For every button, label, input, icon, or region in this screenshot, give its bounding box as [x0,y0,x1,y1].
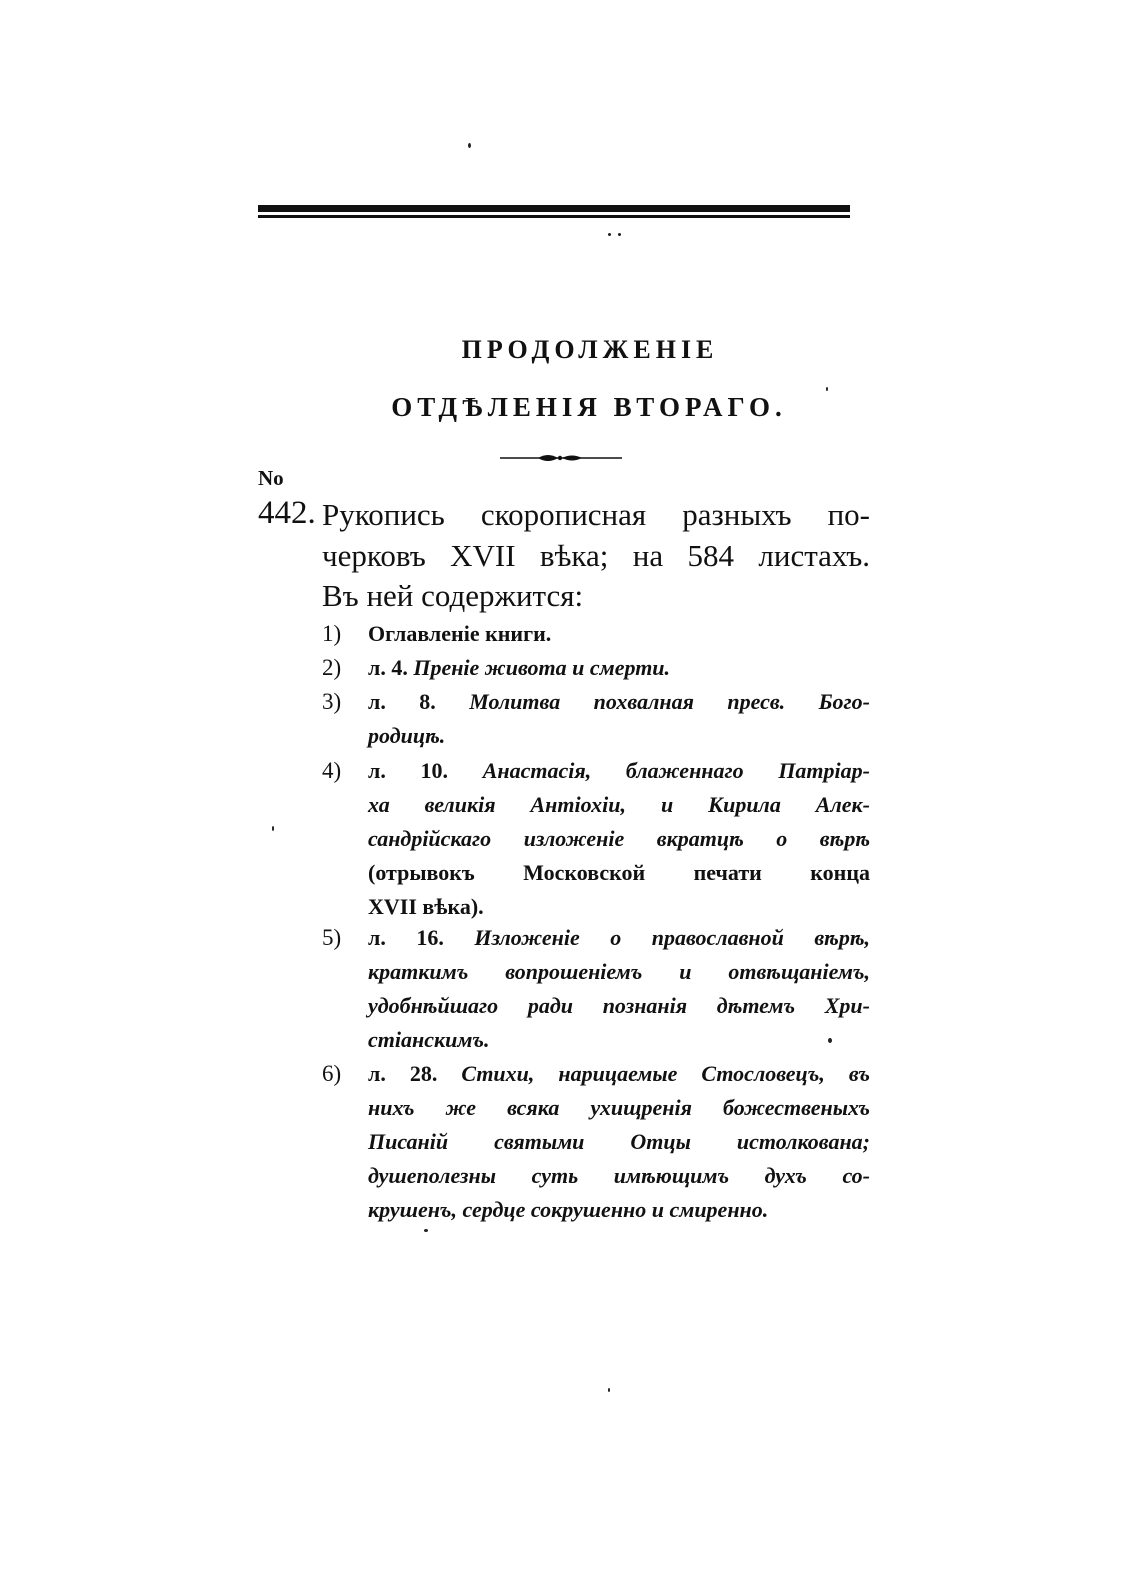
section-title-line2: ОТДѢЛЕНІЯ ВТОРАГО. [391,392,787,422]
item-italic-text: стіанскимъ. [368,1027,490,1052]
item-italic-text: Молитва похвалная пресв. Бого- [469,689,870,714]
item-number: 5) [322,925,342,950]
item-number: 2) [322,655,342,680]
item-plain-text: л. 10. [368,758,483,783]
item-line [368,1061,870,1087]
item-italic-text: сандрійскаго изложеніе вкратцѣ о вѣрѣ [368,826,870,851]
item-plain-text: л. 4. [368,655,414,680]
scan-speck [272,826,274,831]
item-number: 6) [322,1061,342,1086]
item-line [368,1163,870,1189]
item-plain-text: л. 8. [368,689,470,714]
item-italic-text: ха великія Антіохіи, и Кирила Алек- [368,792,870,817]
item-italic-text: крушенъ, сердце сокрушенно и смиренно. [368,1197,769,1222]
item-line [368,655,870,681]
item-italic-text: краткимъ вопрошеніемъ и отвѣщаніемъ, [368,959,870,984]
header-rule-thin [258,215,850,218]
item-line [368,1129,870,1155]
description-line: черковъ XVII вѣка; на 584 листахъ. [322,538,870,573]
item-italic-text: душеполезны суть имѣющимъ духъ со- [368,1163,870,1188]
item-line [368,1197,870,1223]
item-number: 4) [322,758,342,783]
item-line [368,621,870,647]
scan-speck [828,1038,832,1043]
section-title-line1: ПРОДОЛЖЕНІЕ [461,335,719,364]
item-italic-text: родицѣ. [368,723,446,748]
item-plain-text: XVII вѣка). [368,894,484,919]
item-italic-text: нихъ же всяка ухищренія божественыхъ [368,1095,870,1120]
scan-speck [826,387,828,391]
item-line [368,894,870,920]
item-line [368,792,870,818]
item-italic-text: Стихи, нарицаемые Стословецъ, въ [461,1061,871,1086]
item-italic-text: Преніе живота и смерти. [413,655,671,680]
description-line: Рукопись скорописная разныхъ по- [322,497,870,532]
item-plain-text: (отрывокъ Московской печати конца [368,860,870,885]
item-italic-text: Писаній святыми Отцы истолкована; [368,1129,870,1154]
item-number: 3) [322,689,342,714]
scan-speck [468,143,471,148]
scan-speck [608,1388,610,1392]
item-line [368,959,870,985]
item-italic-text: удобнѣйшаго ради познанія дѣтемъ Хри- [368,993,870,1018]
item-line [368,993,870,1019]
scan-speck [608,233,611,236]
item-line [368,925,870,951]
item-italic-text: Анастасія, блаженнаго Патріар- [482,758,870,783]
item-line [368,723,870,749]
description-line: Въ ней содержится: [322,578,584,613]
item-number: 1) [322,621,342,646]
item-plain-text: Оглавленіе книги. [368,621,552,646]
item-italic-text: Изложеніе о православной вѣрѣ, [474,925,871,950]
item-line [368,758,870,784]
scan-speck [618,233,621,236]
header-rule [258,205,850,219]
item-line [368,1095,870,1121]
header-rule-thick [258,205,850,212]
item-line [368,860,870,886]
item-line [368,689,870,715]
number-label: No [258,466,284,490]
item-plain-text: л. 28. [368,1061,462,1086]
item-line [368,826,870,852]
scan-speck [424,1229,428,1232]
ornament-divider [500,451,622,465]
item-plain-text: л. 16. [368,925,475,950]
item-line [368,1027,870,1053]
entry-number: 442. [258,495,316,531]
